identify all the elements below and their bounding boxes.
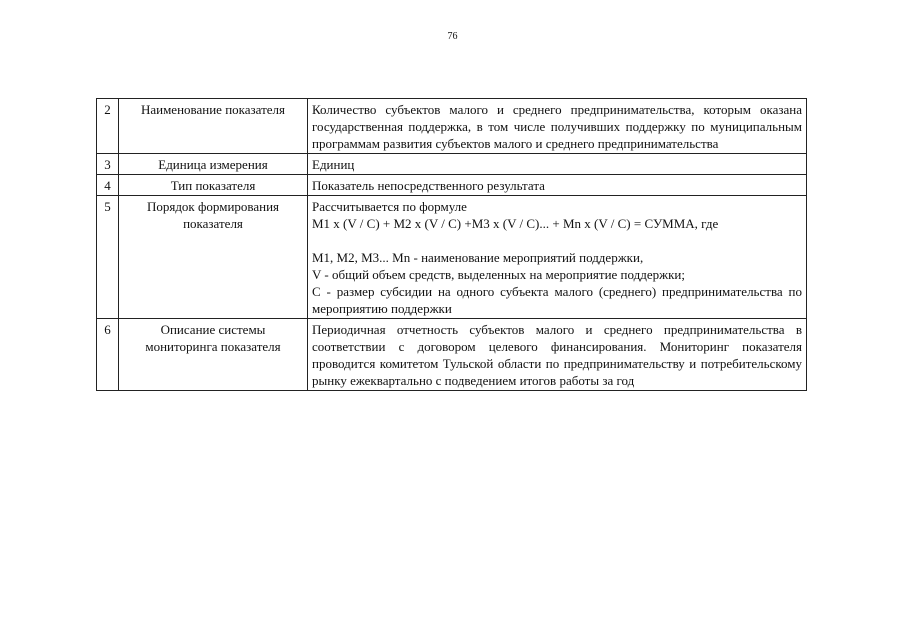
row-label: Тип показателя xyxy=(119,175,308,196)
table-row-indicator-type xyxy=(97,175,807,196)
formula-legend-v: V - общий объем средств, выделенных на мероприятие поддержки; xyxy=(312,267,685,282)
row-value xyxy=(308,196,807,319)
row-number: 2 xyxy=(97,99,119,154)
row-value: Количество субъектов малого и среднего предпринимательства, которым оказана государственная поддержка, в том числе получивших поддержку по муниципальным программам развития субъектов малого и среднего предпринимательства xyxy=(308,99,807,154)
table-row-calculation xyxy=(97,196,807,319)
row-number: 5 xyxy=(97,196,119,319)
row-value: Периодичная отчетность субъектов малого и среднего предпринимательства в соответствии с договором целевого финансирования. Мониторинг показателя проводится комитетом Тульской области по предпринимательству и потребительскому рынку ежеквартально с подведением итогов работы за год xyxy=(308,319,807,391)
row-label: Единица измерения xyxy=(119,154,308,175)
indicator-table xyxy=(96,98,807,391)
formula: М1 х (V / С) + М2 х (V / С) +М3 х (V / С)... + Мn х (V / С) = СУММА, где xyxy=(312,216,719,231)
table-row-monitoring xyxy=(97,319,807,391)
row-number: 6 xyxy=(97,319,119,391)
row-label: Порядок формирования показателя xyxy=(119,196,308,319)
formula-intro: Рассчитывается по формуле xyxy=(312,199,467,214)
row-number: 4 xyxy=(97,175,119,196)
table-row-unit xyxy=(97,154,807,175)
row-value: Единиц xyxy=(308,154,807,175)
row-label: Описание системы мониторинга показателя xyxy=(119,319,308,391)
row-value: Показатель непосредственного результата xyxy=(308,175,807,196)
formula-legend-c: С - размер субсидии на одного субъекта малого (среднего) предпринимательства по мероприятию поддержки xyxy=(312,284,802,316)
row-label: Наименование показателя xyxy=(119,99,308,154)
page-number: 76 xyxy=(447,31,458,42)
blank-line xyxy=(312,232,802,249)
formula-legend-m: М1, М2, М3... Мn - наименование мероприятий поддержки, xyxy=(312,250,644,265)
row-number: 3 xyxy=(97,154,119,175)
table-row-indicator-name xyxy=(97,99,807,154)
